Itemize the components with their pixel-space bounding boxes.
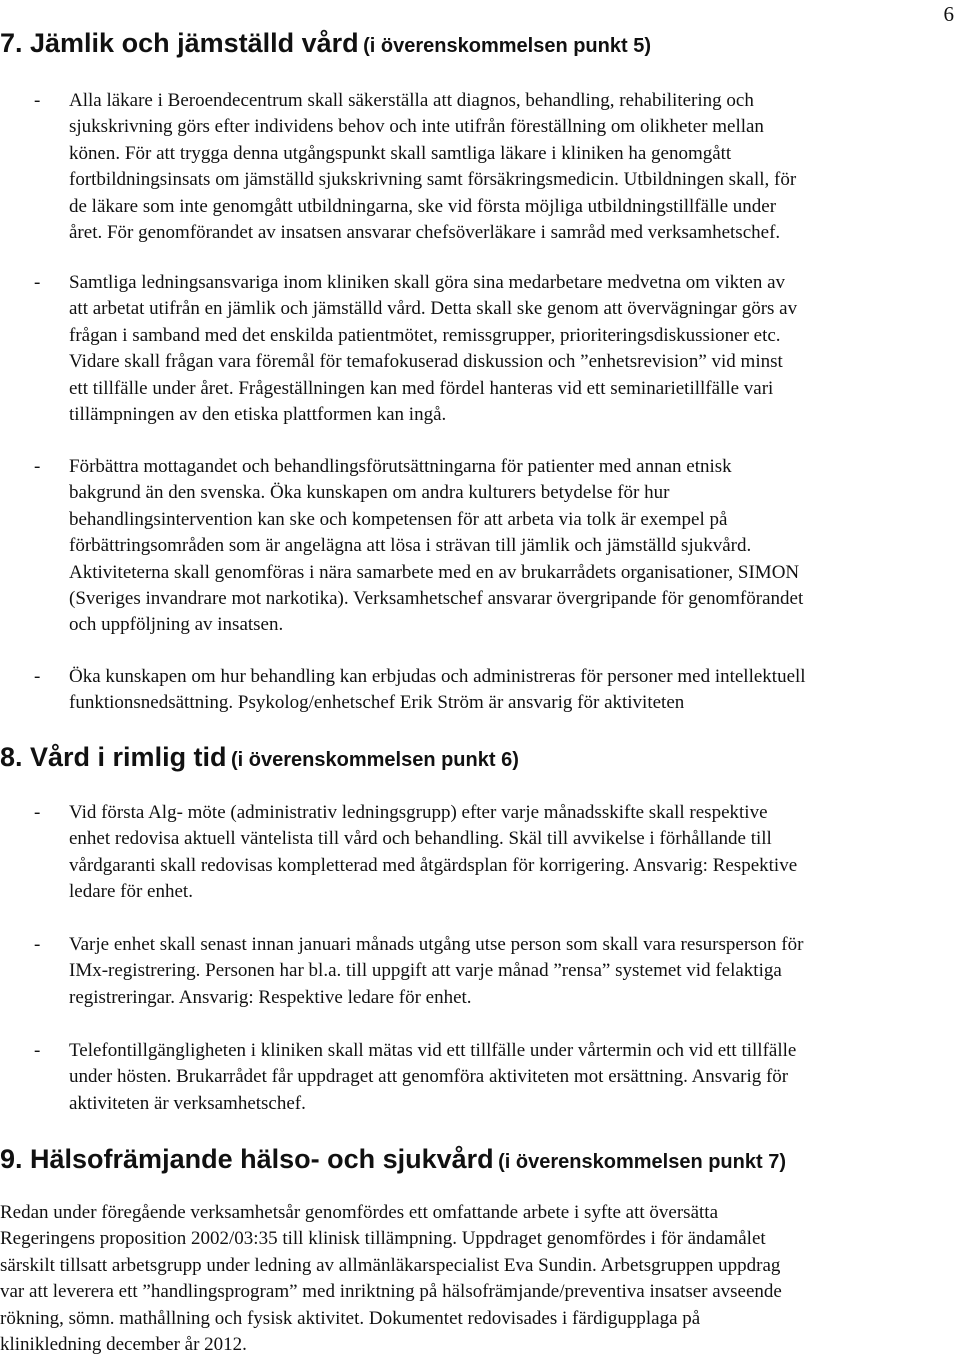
bullet-dash: - [34,272,41,293]
text-line: de läkare som inte genomgått utbildningarna, ske vid första möjliga utbildningstillfälle under [69,195,777,217]
text-line: Varje enhet skall senast innan januari månads utgång utse person som skall vara resursperson för [69,934,804,955]
text-line: Regeringens proposition 2002/03:35 till klinisk tillämpning. Uppdraget genomfördes i för ändamålet [0,1228,766,1250]
item-text [69,664,958,717]
text-line: Samtliga ledningsansvariga inom kliniken skall göra sina medarbetare medvetna om vikten av [69,272,785,293]
section-8-item [34,1038,958,1117]
section-9-paragraph [0,1200,958,1358]
section-7-title: 7. Jämlik och jämställd vård [0,28,359,58]
section-7-item [34,270,958,428]
text-line: frågan i samband med det enskilda patientmötet, remissgrupper, prioriteringsdiskussioner etc. [69,324,781,346]
text-line: sjukskrivning görs efter individens behov och inte utifrån föreställning om olikheter mellan [69,116,764,138]
text-line: förbättringsområden som är angelägna att lösa i strävan till jämlik och jämställd sjukvård. [69,535,752,557]
text-line: könen. För att trygga denna utgångspunkt skall samtliga läkare i kliniken ha genomgått [69,142,732,164]
text-line: Alla läkare i Beroendecentrum skall säkerställa att diagnos, behandling, rehabilitering och [69,90,754,111]
text-line: Förbättra mottagandet och behandlingsförutsättningarna för patienter med annan etnisk [69,456,732,477]
text-line: att arbetat utifrån en jämlik och jämställd vård. Detta skall ske genom att övervägningar görs av [69,298,798,320]
text-line: Telefontillgängligheten i kliniken skall mätas vid ett tillfälle under vårtermin och vid ett tillfälle [69,1040,797,1061]
bullet-dash: - [34,90,41,111]
section-7-item [34,664,958,717]
text-line: registreringar. Ansvarig: Respektive ledare för enhet. [69,986,472,1008]
section-8-heading [0,742,519,773]
section-7-item [34,88,958,246]
text-line: Redan under föregående verksamhetsår genomfördes ett omfattande arbete i syfte att översätta [0,1202,719,1223]
text-line: särskilt tillsatt arbetsgrupp under ledning av allmänläkarspecialist Eva Sundin. Arbetsgruppen uppdrag [0,1254,781,1276]
page-number: 6 [943,2,954,26]
section-8-title: 8. Vård i rimlig tid [0,742,227,772]
section-9-subtitle: (i överenskommelsen punkt 7) [498,1151,786,1173]
bullet-dash: - [34,1040,41,1061]
text-line: klinikledning december år 2012. [0,1334,247,1356]
text-line: Aktiviteterna skall genomföras i nära samarbete med en av brukarrådets organisationer, SIMON [69,561,800,583]
text-line: fortbildningsinsats om jämställd sjukskrivning samt försäkringsmedicin. Utbildningen skall, för [69,169,797,191]
bullet-dash: - [34,802,41,823]
text-line: året. För genomförandet av insatsen ansvarar chefsöverläkare i samråd med verksamhetschef. [69,222,781,244]
text-line: rökning, sömn. mathållning och fysisk aktivitet. Dokumentet redovisades i färdigupplaga på [0,1307,701,1329]
section-8-item [34,800,958,906]
text-line: IMx-registrering. Personen har bl.a. till uppgift att varje månad ”rensa” systemet vid felaktiga [69,960,782,982]
text-line: under hösten. Brukarrådet får uppdraget att genomföra aktiviteten mot ersättning. Ansvarig för [69,1066,789,1088]
item-text [69,88,958,246]
section-9-heading [0,1144,786,1175]
text-line: aktiviteten är verksamhetschef. [69,1092,306,1114]
text-line: bakgrund än den svenska. Öka kunskapen om andra kulturers betydelse för hur [69,482,670,504]
text-line: enhet redovisa aktuell väntelista till vård och behandling. Skäl till avvikelse i förhållande till [69,828,772,850]
bullet-dash: - [34,666,41,687]
text-line: och uppföljning av insatsen. [69,614,284,636]
text-line: ett tillfälle under året. Frågeställningen kan med fördel hanteras vid ett seminarietillfälle vari [69,377,774,399]
text-line: var att leverera ett ”handlingsprogram” med inriktning på hälsofrämjande/preventiva insatser avseende [0,1281,782,1303]
section-9-title: 9. Hälsofrämjande hälso- och sjukvård [0,1144,494,1174]
item-text [69,932,958,1011]
item-text [69,800,958,906]
text-line: Vidare skall frågan vara föremål för temafokuserad diskussion och ”enhetsrevision” vid minst [69,351,783,373]
text-line: Vid första Alg- möte (administrativ ledningsgrupp) efter varje månadsskifte skall respektive [69,802,768,823]
item-text [69,454,958,639]
text-line: Öka kunskapen om hur behandling kan erbjudas och administreras för personer med intellektuell [69,666,806,687]
bullet-dash: - [34,934,41,955]
section-7-subtitle: (i överenskommelsen punkt 5) [363,35,651,57]
item-text [69,1038,958,1117]
text-line: funktionsnedsättning. Psykolog/enhetschef Erik Ström är ansvarig för aktiviteten [69,692,685,714]
section-8-subtitle: (i överenskommelsen punkt 6) [231,749,519,771]
text-line: vårdgaranti skall redovisas kompletterad med åtgärdsplan för korrigering. Ansvarig: Respektive [69,854,798,876]
text-line: behandlingsintervention kan ske och kompetensen för att arbeta via tolk är exempel på [69,508,728,530]
section-7-heading [0,28,651,59]
section-7-item [34,454,958,639]
text-line: tillämpningen av den etiska plattformen kan ingå. [69,404,447,426]
bullet-dash: - [34,456,41,477]
item-text [69,270,958,428]
text-line: ledare för enhet. [69,881,193,903]
section-8-item [34,932,958,1011]
text-line: (Sveriges invandrare mot narkotika). Verksamhetschef ansvarar övergripande för genomförandet [69,588,804,610]
